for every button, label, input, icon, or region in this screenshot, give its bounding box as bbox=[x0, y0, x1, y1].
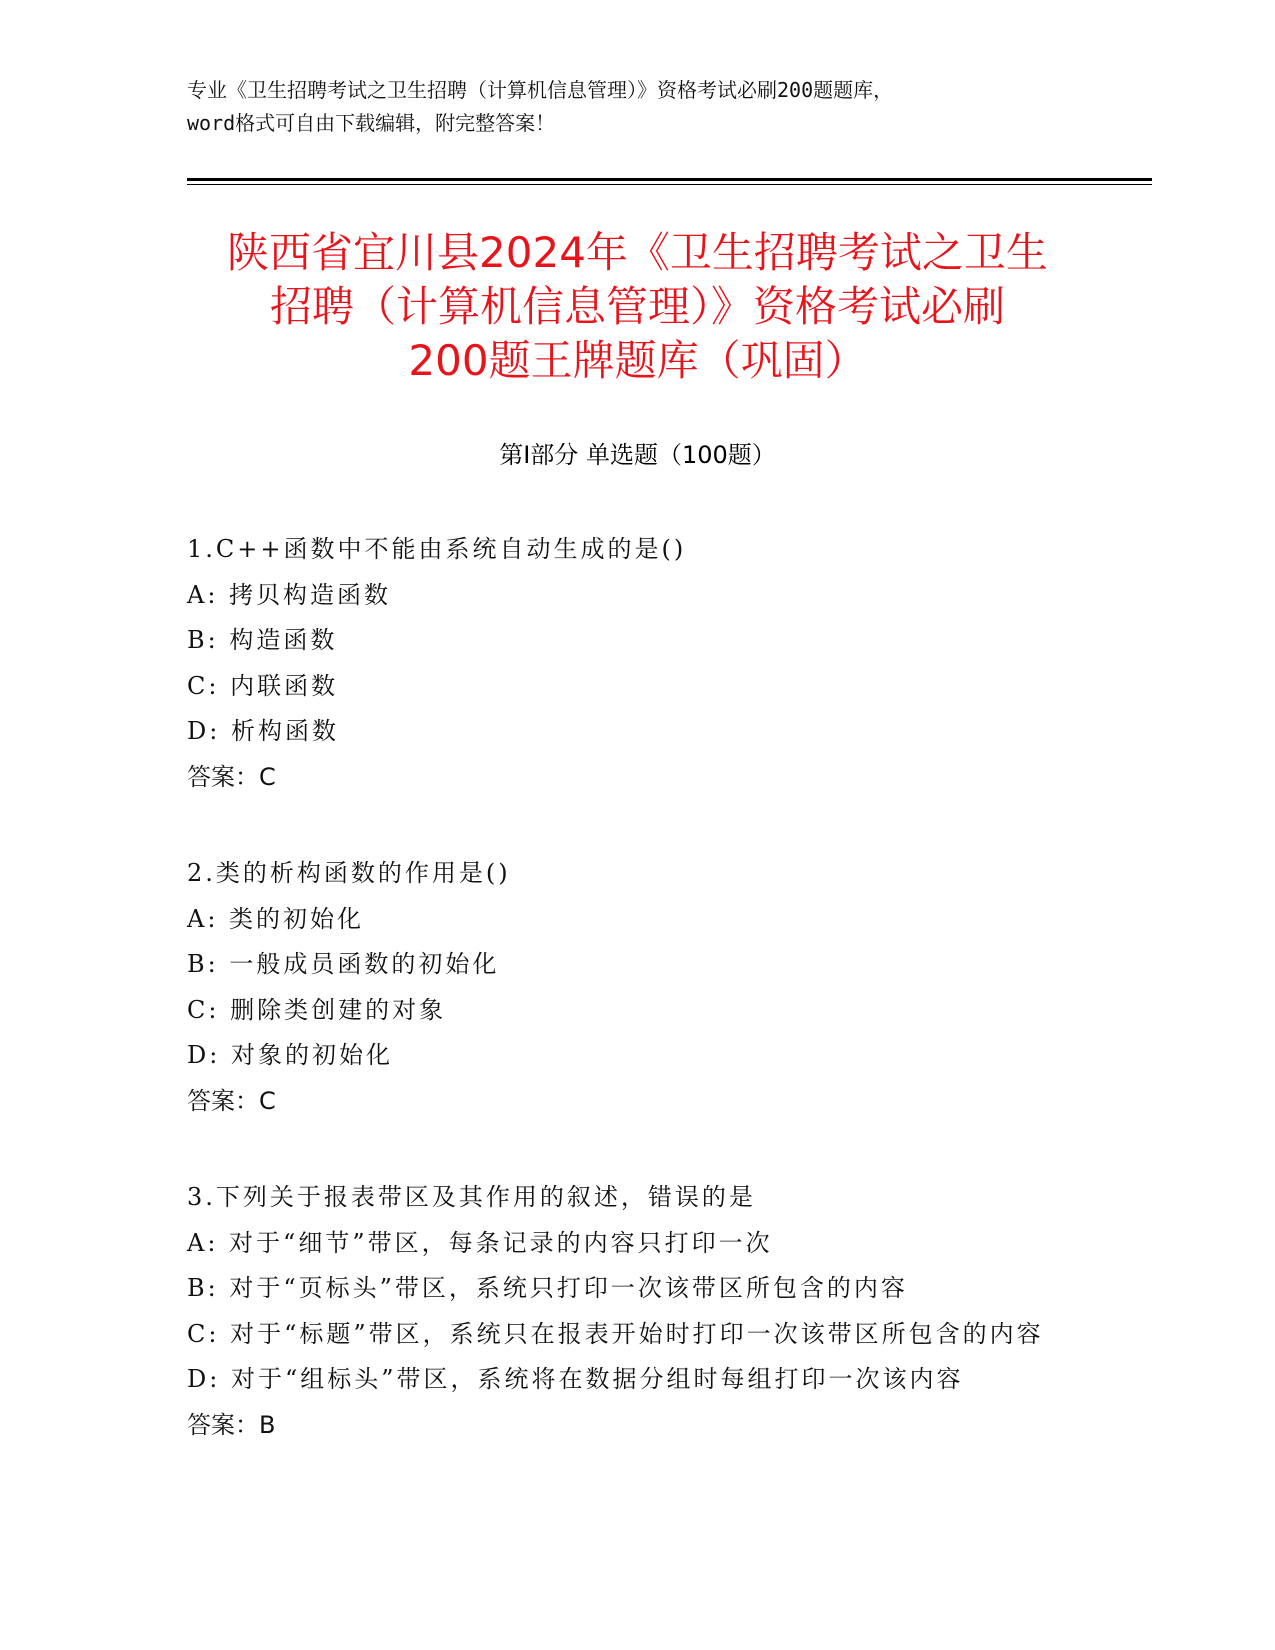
title-line-1: 陕西省宜川县2024年《卫生招聘考试之卫生 bbox=[227, 228, 1048, 277]
answer: 答案：C bbox=[187, 1086, 276, 1115]
option-b: B: 一般成员函数的初始化 bbox=[187, 950, 500, 978]
section-heading: 第Ⅰ部分 单选题（100题） bbox=[499, 441, 776, 469]
option-a: A: 对于“细节”带区，每条记录的内容只打印一次 bbox=[187, 1228, 773, 1257]
title-line-3: 200题王牌题库（巩固） bbox=[408, 336, 867, 385]
question-1 bbox=[187, 527, 1087, 800]
question-stem: 1.C++函数中不能由系统自动生成的是() bbox=[187, 535, 687, 563]
answer: 答案：C bbox=[187, 762, 276, 791]
option-b: B: 构造函数 bbox=[187, 626, 338, 654]
option-c: C: 删除类创建的对象 bbox=[187, 995, 447, 1024]
option-a: A: 拷贝构造函数 bbox=[187, 580, 392, 609]
header-divider-thick bbox=[187, 178, 1152, 181]
question-stem: 2.类的析构函数的作用是() bbox=[187, 859, 511, 887]
document-title bbox=[150, 226, 1125, 388]
header-divider-thin bbox=[187, 184, 1152, 185]
question-list bbox=[187, 527, 1087, 1499]
header-line-1: 专业《卫生招聘考试之卫生招聘（计算机信息管理）》资格考试必刷200题题库， bbox=[187, 78, 894, 102]
option-d: D: 析构函数 bbox=[187, 717, 339, 745]
question-2 bbox=[187, 851, 1087, 1124]
option-c: C: 对于“标题”带区，系统只在报表开始时打印一次该带区所包含的内容 bbox=[187, 1319, 1044, 1348]
option-a: A: 类的初始化 bbox=[187, 904, 365, 933]
document-header bbox=[187, 74, 1087, 140]
question-3 bbox=[187, 1175, 1087, 1448]
option-b: B: 对于“页标头”带区，系统只打印一次该带区所包含的内容 bbox=[187, 1274, 908, 1302]
question-stem: 3.下列关于报表带区及其作用的叙述，错误的是 bbox=[187, 1183, 756, 1211]
option-c: C: 内联函数 bbox=[187, 671, 339, 700]
header-line-2: word格式可自由下载编辑，附完整答案！ bbox=[187, 111, 556, 135]
answer: 答案：B bbox=[187, 1410, 276, 1439]
title-line-2: 招聘（计算机信息管理）》资格考试必刷 bbox=[269, 282, 1005, 331]
option-d: D: 对象的初始化 bbox=[187, 1041, 393, 1069]
option-d: D: 对于“组标头”带区，系统将在数据分组时每组打印一次该内容 bbox=[187, 1365, 964, 1393]
